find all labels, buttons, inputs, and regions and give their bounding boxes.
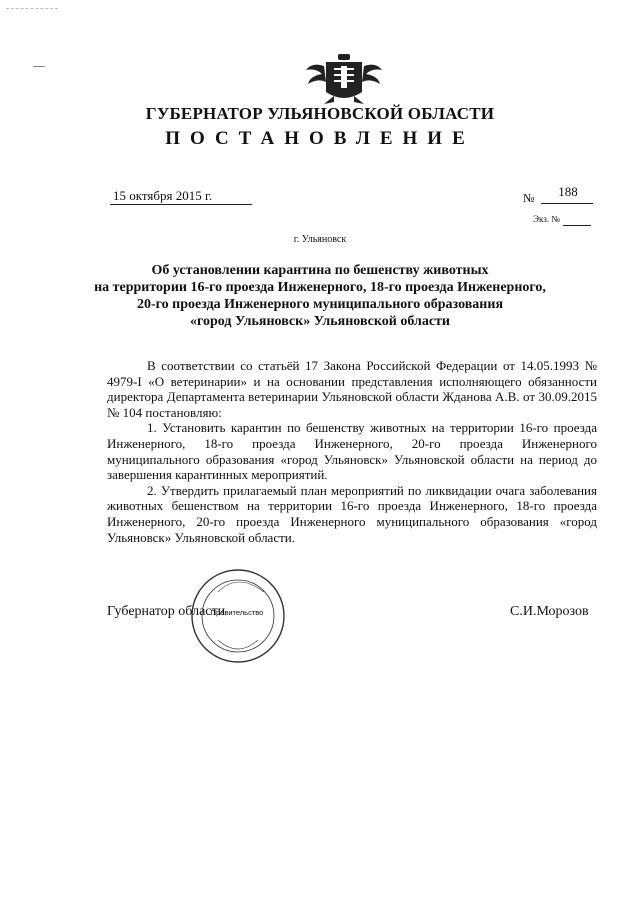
title-line: Об установлении карантина по бешенству животных [151,263,489,278]
margin-mark [33,66,45,67]
coat-of-arms-emblem [304,52,384,106]
title-line: «город Ульяновск» Ульяновской области [189,314,451,329]
number-label: № [523,191,535,205]
scan-edge-mark [6,8,58,9]
body-paragraph-preamble: В соответствии со статьёй 17 Закона Российской Федерации от 14.05.1993 № 4979-I «О ветеринарии» и на основании представления исполняющего обязанности директора Департамента ветеринарии Ульяновской области Жданова А.В. от 30.09.2015 № 104 постановляю: [107,358,597,420]
document-body [107,358,597,545]
stamp-label: Правительство [210,608,264,617]
body-paragraph-item-1: 1. Установить карантин по бешенству животных на территории 16-го проезда Инженерного, 18-го проезда Инженерного, 20-го проезда Инженерного муниципального образования «город Ульяновск» Ульяновской области на период до завершения карантинных мероприятий. [107,420,597,483]
document-type: ПОСТАНОВЛЕНИЕ [165,128,475,149]
city: г. Ульяновск [293,234,347,245]
signatory-role: Губернатор области [107,604,226,619]
number-underline [541,203,593,204]
document-title [0,262,640,330]
signatory-name: С.И.Морозов [510,604,589,619]
copy-number-underline [563,225,591,226]
title-line: на территории 16-го проезда Инженерного, 18-го проезда Инженерного, [94,280,546,295]
issuer-title: ГУБЕРНАТОР УЛЬЯНОВСКОЙ ОБЛАСТИ [145,104,495,123]
date-underline [110,204,252,205]
document-number: 188 [558,184,578,199]
body-paragraph-item-2: 2. Утвердить прилагаемый план мероприятий по ликвидации очага заболевания животных бешенством на территории 16-го проезда Инженерного, 18-го проезда Инженерного, 20-го проезда Инженерного муниципального образования «город Ульяновск» Ульяновской области. [107,482,597,545]
copy-number-label: Экз. № [533,214,560,224]
document-date: 15 октября 2015 г. [113,188,213,203]
title-line: 20-го проезда Инженерного муниципального образования [136,297,504,312]
